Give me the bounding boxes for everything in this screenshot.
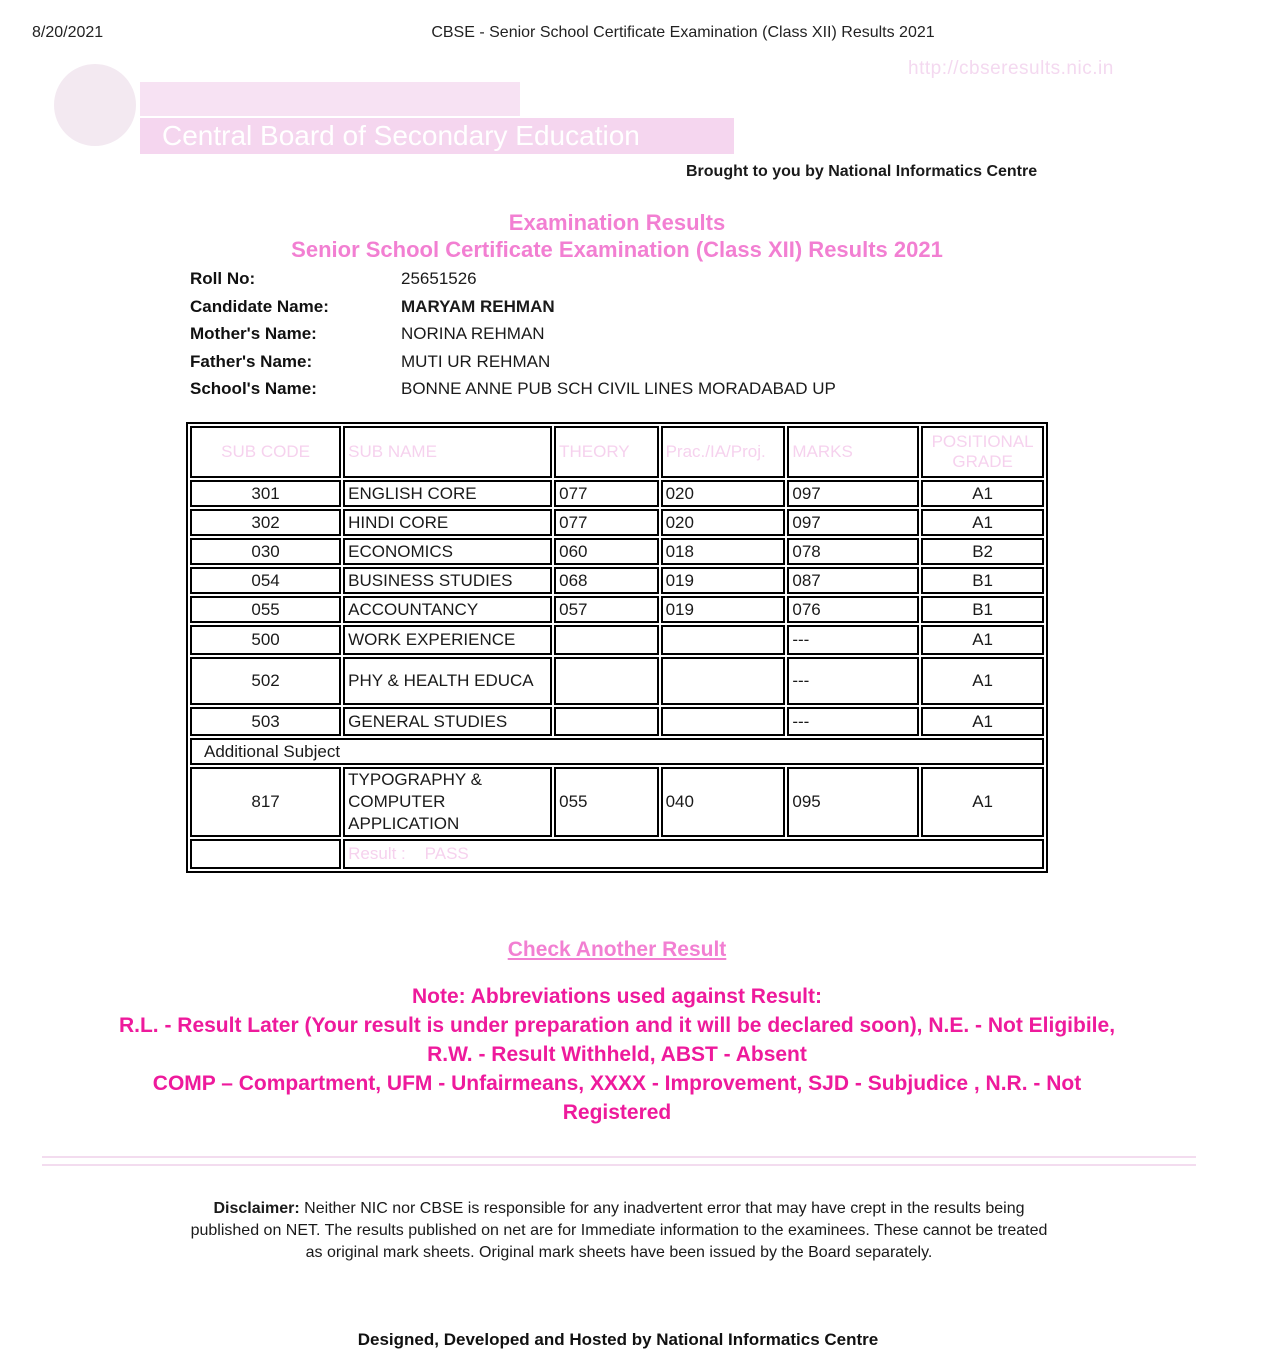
prac-cell: 019 xyxy=(661,596,786,623)
disclaimer-label: Disclaimer: xyxy=(213,1200,300,1217)
sub-name-cell: WORK EXPERIENCE xyxy=(343,625,552,655)
table-row xyxy=(190,625,1044,655)
marks-cell: 097 xyxy=(787,509,919,536)
table-row xyxy=(190,767,1044,837)
banner-line-1 xyxy=(140,82,520,116)
father-name-label: Father's Name: xyxy=(190,352,313,371)
theory-cell: 077 xyxy=(554,480,658,507)
header-positional-grade xyxy=(921,426,1044,478)
grade-cell: A1 xyxy=(921,707,1044,736)
table-row xyxy=(190,707,1044,736)
theory-cell: 055 xyxy=(554,767,658,837)
sub-name-cell: BUSINESS STUDIES xyxy=(343,567,552,594)
sub-name-cell: TYPOGRAPHY & COMPUTER APPLICATION xyxy=(343,767,552,837)
table-row xyxy=(190,567,1044,594)
note-line-5: Registered xyxy=(562,1101,672,1124)
marks-cell: 097 xyxy=(787,480,919,507)
prac-cell: 019 xyxy=(661,567,786,594)
theory-cell: 077 xyxy=(554,509,658,536)
father-name-value: MUTI UR REHMAN xyxy=(401,352,551,371)
table-row xyxy=(190,480,1044,507)
header-sub-name: SUB NAME xyxy=(343,426,552,478)
header-marks: MARKS xyxy=(787,426,919,478)
grade-cell: B1 xyxy=(921,567,1044,594)
prac-cell: 018 xyxy=(661,538,786,565)
marks-cell: 076 xyxy=(787,596,919,623)
marks-cell: 078 xyxy=(787,538,919,565)
sub-name-cell: HINDI CORE xyxy=(343,509,552,536)
note-line-2: R.L. - Result Later (Your result is under preparation and it will be declared soon), N.E. - Not Eligibile, xyxy=(118,1014,1116,1037)
result-row xyxy=(190,839,1044,869)
marks-cell: --- xyxy=(787,707,919,736)
prac-cell xyxy=(661,707,786,736)
disclaimer-text: Neither NIC nor CBSE is responsible for any inadvertent error that may have crept in the results being published on NET. The results published on net are for Immediate information to the examinees. These cannot be treated as original mark sheets. Original mark sheets have been issued by the Board separately. xyxy=(190,1200,1048,1261)
school-name-label: School's Name: xyxy=(190,379,317,398)
print-date: 8/20/2021 xyxy=(32,24,104,41)
header-theory: THEORY xyxy=(554,426,658,478)
mother-name-value: NORINA REHMAN xyxy=(401,324,545,343)
marks-cell: 095 xyxy=(787,767,919,837)
sub-code-cell: 502 xyxy=(190,657,341,705)
cbse-logo xyxy=(54,64,136,146)
prac-cell: 040 xyxy=(661,767,786,837)
table-row xyxy=(190,596,1044,623)
result-status: Result : PASS xyxy=(343,839,1044,869)
table-row xyxy=(190,657,1044,705)
check-another-result-link[interactable]: Check Another Result xyxy=(507,938,727,961)
sub-name-cell: PHY & HEALTH EDUCA xyxy=(343,657,552,705)
sub-code-cell: 500 xyxy=(190,625,341,655)
grade-cell: B1 xyxy=(921,596,1044,623)
prac-cell xyxy=(661,625,786,655)
note-line-3: R.W. - Result Withheld, ABST - Absent xyxy=(427,1043,807,1066)
sub-code-cell: 302 xyxy=(190,509,341,536)
grade-cell: A1 xyxy=(921,480,1044,507)
candidate-name-value: MARYAM REHMAN xyxy=(401,297,555,316)
note-heading: Note: Abbreviations used against Result: xyxy=(412,985,822,1008)
candidate-name-label: Candidate Name: xyxy=(190,297,329,316)
table-row xyxy=(190,538,1044,565)
school-name-value: BONNE ANNE PUB SCH CIVIL LINES MORADABAD UP xyxy=(401,379,836,398)
grade-cell: B2 xyxy=(921,538,1044,565)
sub-name-cell: ENGLISH CORE xyxy=(343,480,552,507)
note-line-4: COMP – Compartment, UFM - Unfairmeans, XXXX - Improvement, SJD - Subjudice , N.R. - Not xyxy=(152,1072,1082,1095)
additional-subject-row xyxy=(190,738,1044,765)
theory-cell xyxy=(554,707,658,736)
roll-no-label: Roll No: xyxy=(190,269,256,288)
sub-code-cell: 054 xyxy=(190,567,341,594)
header-prac: Prac./IA/Proj. xyxy=(661,426,786,478)
header-grade-line1: POSITIONAL xyxy=(931,432,1034,451)
header-sub-code: SUB CODE xyxy=(190,426,341,478)
marks-cell: --- xyxy=(787,657,919,705)
sub-code-cell: 301 xyxy=(190,480,341,507)
marks-table xyxy=(186,422,1048,873)
banner-board-name: Central Board of Secondary Education xyxy=(140,118,734,154)
prac-cell xyxy=(661,657,786,705)
brought-by-text: Brought to you by National Informatics Centre xyxy=(686,163,1038,180)
theory-cell: 057 xyxy=(554,596,658,623)
additional-subject-label: Additional Subject xyxy=(190,738,1044,765)
theory-cell xyxy=(554,625,658,655)
disclaimer xyxy=(186,1198,1052,1264)
section-divider xyxy=(42,1156,1196,1166)
sub-code-cell: 817 xyxy=(190,767,341,837)
prac-cell: 020 xyxy=(661,480,786,507)
grade-cell: A1 xyxy=(921,509,1044,536)
grade-cell: A1 xyxy=(921,625,1044,655)
result-empty-cell xyxy=(190,839,341,869)
theory-cell: 068 xyxy=(554,567,658,594)
sub-name-cell: ACCOUNTANCY xyxy=(343,596,552,623)
table-row xyxy=(190,509,1044,536)
theory-cell xyxy=(554,657,658,705)
sub-code-cell: 030 xyxy=(190,538,341,565)
print-page-title: CBSE - Senior School Certificate Examination (Class XII) Results 2021 xyxy=(431,24,935,41)
roll-no-value: 25651526 xyxy=(401,269,477,288)
table-header-row xyxy=(190,426,1044,478)
sub-code-cell: 055 xyxy=(190,596,341,623)
header-grade-line2: GRADE xyxy=(952,452,1013,471)
footer-credit: Designed, Developed and Hosted by National Informatics Centre xyxy=(357,1330,879,1349)
marks-cell: 087 xyxy=(787,567,919,594)
sub-name-cell: GENERAL STUDIES xyxy=(343,707,552,736)
prac-cell: 020 xyxy=(661,509,786,536)
grade-cell: A1 xyxy=(921,767,1044,837)
theory-cell: 060 xyxy=(554,538,658,565)
sub-name-cell: ECONOMICS xyxy=(343,538,552,565)
sub-code-cell: 503 xyxy=(190,707,341,736)
grade-cell: A1 xyxy=(921,657,1044,705)
mother-name-label: Mother's Name: xyxy=(190,324,317,343)
site-url[interactable]: http://cbseresults.nic.in xyxy=(908,58,1114,79)
marks-cell: --- xyxy=(787,625,919,655)
exam-results-title: Examination Results xyxy=(508,210,726,235)
exam-results-subtitle: Senior School Certificate Examination (Class XII) Results 2021 xyxy=(291,237,943,262)
